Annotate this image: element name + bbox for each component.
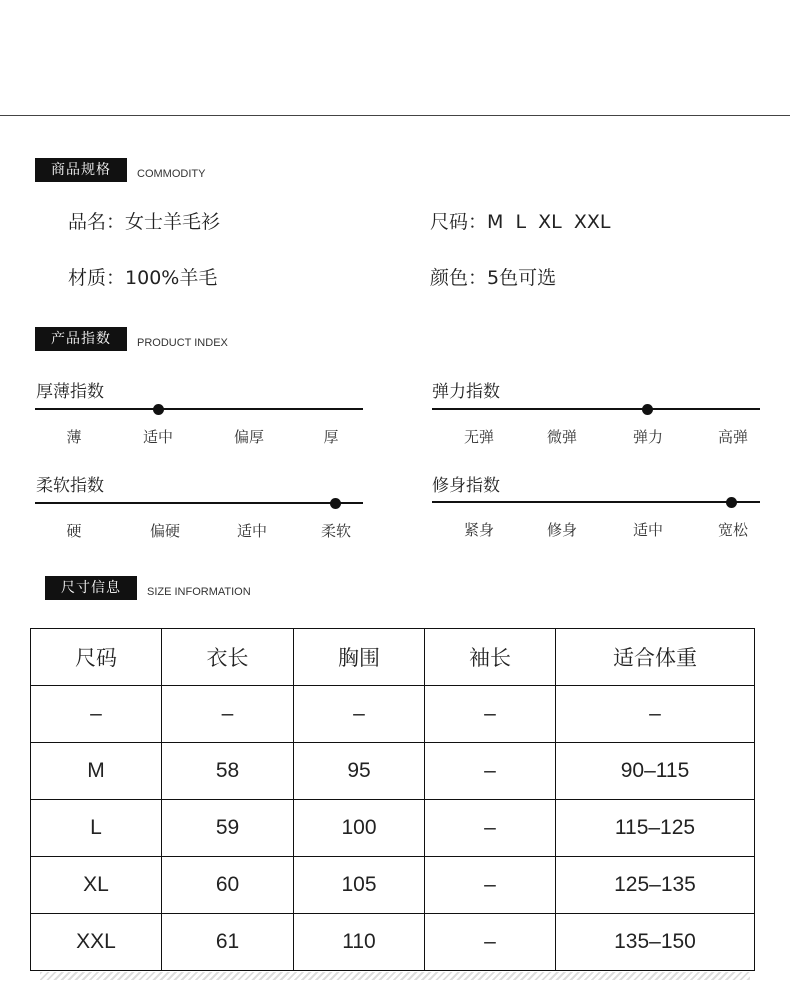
table-cell: –: [425, 743, 556, 800]
size-info-tag: 尺寸信息: [45, 576, 137, 600]
softness-option: 偏硬: [149, 522, 180, 540]
softness-index-marker: [330, 498, 341, 509]
product-index-en-label: PRODUCT INDEX: [137, 337, 228, 349]
table-cell: 105: [294, 857, 425, 914]
table-cell: XL: [31, 857, 162, 914]
fit-option: 紧身: [463, 521, 494, 539]
table-cell: 110: [294, 914, 425, 971]
header-cell: 衣长: [162, 629, 294, 686]
fit-option: 修身: [546, 521, 577, 539]
thickness-index-marker: [153, 404, 164, 415]
thickness-option: 适中: [142, 428, 173, 446]
spec-value: 女士羊毛衫: [125, 211, 221, 233]
header-cell: 胸围: [294, 629, 425, 686]
elasticity-index-marker: [642, 404, 653, 415]
spec-color: [430, 263, 556, 290]
table-cell: –: [556, 686, 755, 743]
size-table-header: [31, 629, 755, 686]
header-cell: 尺码: [31, 629, 162, 686]
elasticity-option: 微弹: [546, 428, 577, 446]
spec-label: 品名：: [68, 211, 126, 233]
table-cell: L: [31, 800, 162, 857]
table-cell: 115–125: [556, 800, 755, 857]
table-cell: 59: [162, 800, 294, 857]
table-cell: –: [425, 686, 556, 743]
softness-option: 硬: [66, 522, 82, 540]
spec-value: 100%羊毛: [125, 267, 218, 289]
table-cell: 58: [162, 743, 294, 800]
header-cell: 袖长: [425, 629, 556, 686]
table-row: [31, 857, 755, 914]
elasticity-option: 弹力: [632, 428, 663, 446]
fit-index-label: 修身指数: [432, 476, 500, 496]
table-row: [31, 914, 755, 971]
elasticity-index-label: 弹力指数: [432, 382, 500, 402]
table-cell: 100: [294, 800, 425, 857]
decorative-hatch: [40, 972, 750, 980]
spec-product-name: [68, 207, 220, 234]
table-cell: –: [162, 686, 294, 743]
spec-value: 5色可选: [487, 267, 557, 289]
top-divider: [0, 115, 790, 116]
elasticity-option: 无弹: [463, 428, 494, 446]
table-cell: 135–150: [556, 914, 755, 971]
elasticity-option: 高弹: [717, 428, 748, 446]
header-cell: 适合体重: [556, 629, 755, 686]
spec-label: 颜色：: [430, 267, 488, 289]
table-cell: M: [31, 743, 162, 800]
softness-option: 适中: [236, 522, 267, 540]
commodity-tag: 商品规格: [35, 158, 127, 182]
table-cell: 125–135: [556, 857, 755, 914]
table-cell: –: [425, 800, 556, 857]
fit-option: 宽松: [717, 521, 748, 539]
size-info-en-label: SIZE INFORMATION: [147, 586, 251, 598]
table-row: [31, 743, 755, 800]
table-cell: –: [31, 686, 162, 743]
size-table: [30, 628, 755, 971]
table-cell: –: [425, 914, 556, 971]
table-row: [31, 800, 755, 857]
table-cell: 60: [162, 857, 294, 914]
fit-index-marker: [726, 497, 737, 508]
spec-label: 材质：: [68, 267, 126, 289]
spec-size: [430, 207, 610, 234]
softness-option: 柔软: [320, 522, 351, 540]
table-cell: 90–115: [556, 743, 755, 800]
commodity-section-title: [35, 158, 205, 182]
elasticity-index-track: [432, 408, 760, 410]
table-cell: –: [425, 857, 556, 914]
table-row: [31, 686, 755, 743]
size-info-section-title: [45, 576, 251, 600]
softness-index-track: [35, 502, 363, 504]
thickness-index-track: [35, 408, 363, 410]
table-cell: XXL: [31, 914, 162, 971]
product-index-section-title: [35, 327, 228, 351]
commodity-en-label: COMMODITY: [137, 168, 206, 180]
spec-value: M L XL XXL: [487, 211, 611, 233]
thickness-option: 厚: [323, 428, 339, 446]
fit-index-track: [432, 501, 760, 503]
thickness-option: 薄: [66, 428, 82, 446]
product-index-tag: 产品指数: [35, 327, 127, 351]
thickness-option: 偏厚: [233, 428, 264, 446]
table-cell: 95: [294, 743, 425, 800]
spec-label: 尺码：: [430, 211, 488, 233]
table-cell: 61: [162, 914, 294, 971]
thickness-index-label: 厚薄指数: [36, 382, 104, 402]
softness-index-label: 柔软指数: [36, 476, 104, 496]
table-cell: –: [294, 686, 425, 743]
fit-option: 适中: [632, 521, 663, 539]
spec-material: [68, 263, 217, 290]
